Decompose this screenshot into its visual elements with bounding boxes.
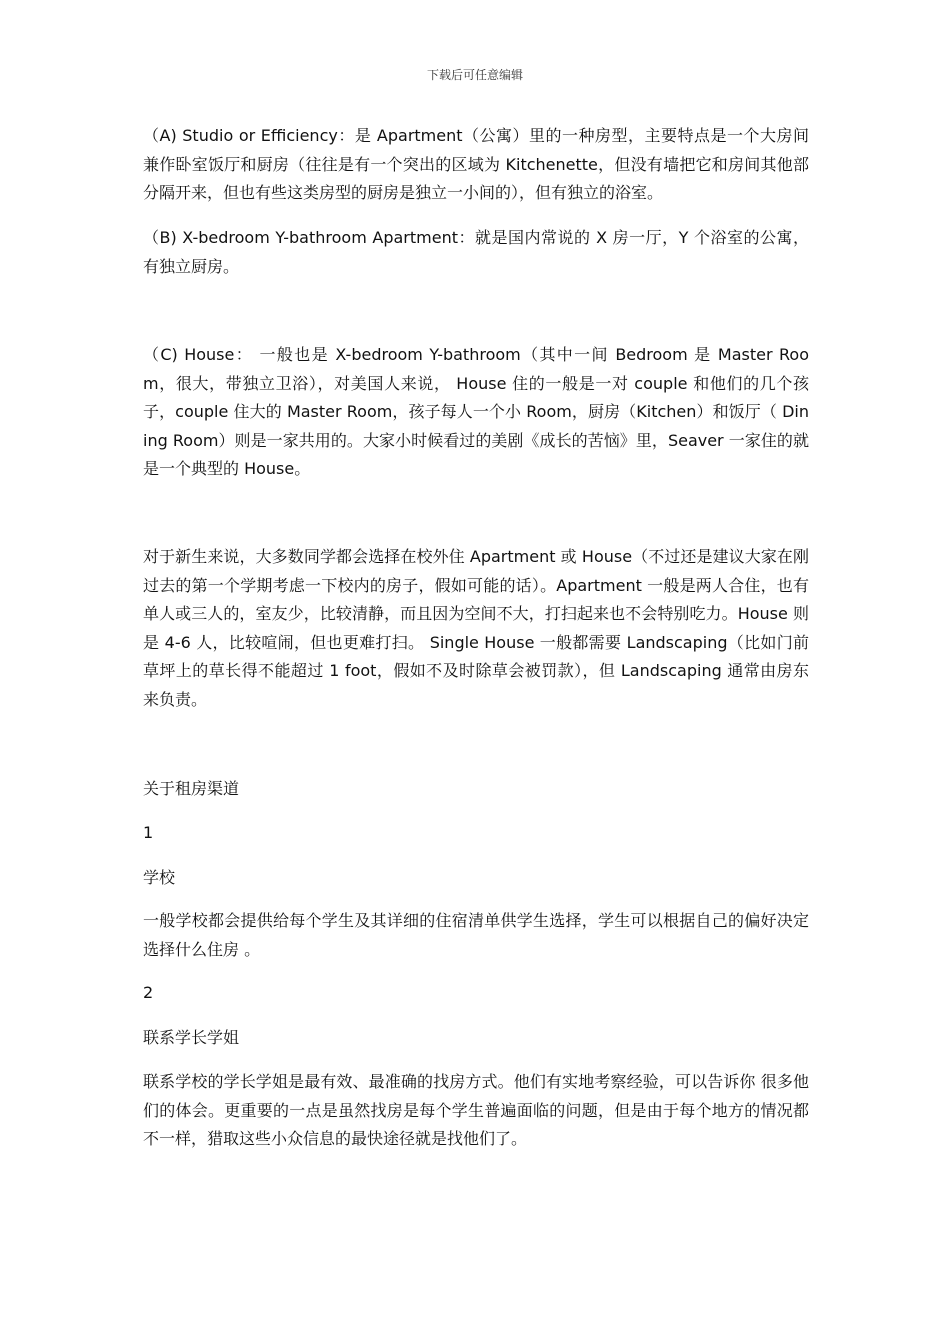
paragraph-freshmen: 对于新生来说，大多数同学都会选择在校外住 Apartment 或 House（不过还是建议大家在刚过去的第一个学期考虑一下校内的房子，假如可能的话）。Apartment 一般是两人合住，也有单人或三人的，室友少，比较清静，而且因为空间不大，打扫起来也不会特别吃力。House 则是 4-6 人，比较喧闹，但也更难打扫。 Single House 一般都需要 Landscaping（比如门前草坪上的草长得不能超过 1 foot，假如不及时除草会被罚款），但 Landscaping 通常由房东来负责。 xyxy=(143,547,809,709)
paragraph-seniors: 联系学校的学长学姐是最有效、最准确的找房方式。他们有实地考察经验，可以告诉你 很多他们的体会。更重要的一点是虽然找房是每个学生普遍面临的问题，但是由于每个地方的情况都不一样，猎取这些小众信息的最快途径就是找他们了。 xyxy=(143,1072,809,1149)
paragraph-x-bedroom: （B) X-bedroom Y-bathroom Apartment：就是国内常说的 X 房一厅，Y 个浴室的公寓，有独立厨房。 xyxy=(143,228,809,276)
paragraph-studio: （A) Studio or Efficiency：是 Apartment（公寓）里的一种房型，主要特点是一个大房间兼作卧室饭厅和厨房（往往是有一个突出的区域为 Kitchenette，但没有墙把它和房间其他部分隔开来，但也有些这类房型的厨房是独立一小间的），但有独立的浴室。 xyxy=(143,126,809,203)
page-header: 下载后可任意编辑 xyxy=(426,68,523,82)
school-heading: 学校 xyxy=(143,868,176,887)
seniors-heading: 联系学长学姐 xyxy=(143,1028,240,1047)
section-number-2: 2 xyxy=(143,983,154,1002)
section-number-1: 1 xyxy=(143,823,154,842)
paragraph-house: （C) House： 一般也是 X-bedroom Y-bathroom（其中一间 Bedroom 是 Master Room，很大，带独立卫浴），对美国人来说， House 住的一般是一对 couple 和他们的几个孩子，couple 住大的 Master Room，孩子每人一个小 Room，厨房（Kitchen）和饭厅（ Dining Room）则是一家共用的。大家小时候看过的美剧《成长的苦恼》里，Seaver 一家住的就是一个典型的 House。 xyxy=(143,345,809,479)
paragraph-school: 一般学校都会提供给每个学生及其详细的住宿清单供学生选择，学生可以根据自己的偏好决定选择什么住房 。 xyxy=(143,911,809,959)
channels-heading: 关于租房渠道 xyxy=(143,779,240,798)
